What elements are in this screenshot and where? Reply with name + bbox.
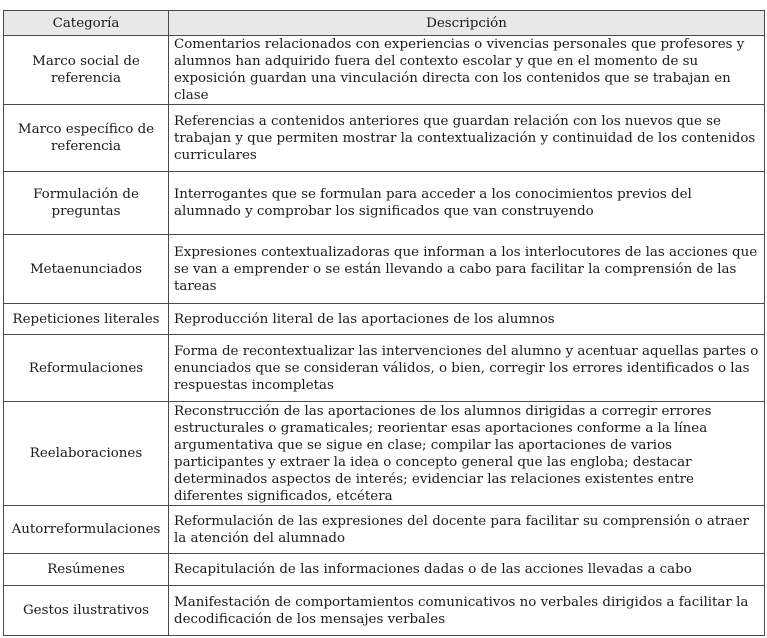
row-category: Marco social de referencia	[4, 36, 169, 105]
row-category: Metaenunciados	[4, 235, 169, 304]
row-description: Comentarios relacionados con experiencias o vivencias personales que profesores y alumnos han adquirido fuera del contexto escolar y que en el momento de su exposición guardan una vinculación directa con los contenidos que se trabajan en clase	[169, 36, 765, 105]
row-category: Autorreformulaciones	[4, 506, 169, 554]
row-category: Gestos ilustrativos	[4, 586, 169, 636]
table-row	[4, 335, 765, 402]
table-header-row	[4, 11, 765, 36]
table-row	[4, 554, 765, 586]
table-row	[4, 304, 765, 335]
row-description: Expresiones contextualizadoras que informan a los interlocutores de las acciones que se van a emprender o se están llevando a cabo para facilitar la comprensión de las tareas	[169, 235, 765, 304]
table-row	[4, 586, 765, 636]
table-row	[4, 402, 765, 506]
row-category: Marco específico de referencia	[4, 105, 169, 172]
header-description: Descripción	[169, 11, 765, 36]
row-description: Reproducción literal de las aportaciones de los alumnos	[169, 304, 765, 335]
row-category: Reelaboraciones	[4, 402, 169, 506]
table-row	[4, 235, 765, 304]
row-description: Recapitulación de las informaciones dadas o de las acciones llevadas a cabo	[169, 554, 765, 586]
table-row	[4, 506, 765, 554]
table-row	[4, 105, 765, 172]
table-row	[4, 172, 765, 235]
category-table	[3, 10, 765, 636]
row-description: Referencias a contenidos anteriores que guardan relación con los nuevos que se trabajan y que permiten mostrar la contextualización y continuidad de los contenidos curriculares	[169, 105, 765, 172]
table-row	[4, 36, 765, 105]
row-description: Reformulación de las expresiones del docente para facilitar su comprensión o atraer la atención del alumnado	[169, 506, 765, 554]
row-description: Manifestación de comportamientos comunicativos no verbales dirigidos a facilitar la decodificación de los mensajes verbales	[169, 586, 765, 636]
row-category: Resúmenes	[4, 554, 169, 586]
header-category: Categoría	[4, 11, 169, 36]
row-category: Formulación de preguntas	[4, 172, 169, 235]
row-description: Forma de recontextualizar las intervenciones del alumno y acentuar aquellas partes o enunciados que se consideran válidos, o bien, corregir los errores identificados o las respuestas incompletas	[169, 335, 765, 402]
row-description: Reconstrucción de las aportaciones de los alumnos dirigidas a corregir errores estructurales o gramaticales; reorientar esas aportaciones conforme a la línea argumentativa que se sigue en clase; compilar las aportaciones de varios participantes y extraer la idea o concepto general que las engloba; destacar determinados aspectos de interés; evidenciar las relaciones existentes entre diferentes significados, etcétera	[169, 402, 765, 506]
row-description: Interrogantes que se formulan para acceder a los conocimientos previos del alumnado y comprobar los significados que van construyendo	[169, 172, 765, 235]
row-category: Repeticiones literales	[4, 304, 169, 335]
row-category: Reformulaciones	[4, 335, 169, 402]
